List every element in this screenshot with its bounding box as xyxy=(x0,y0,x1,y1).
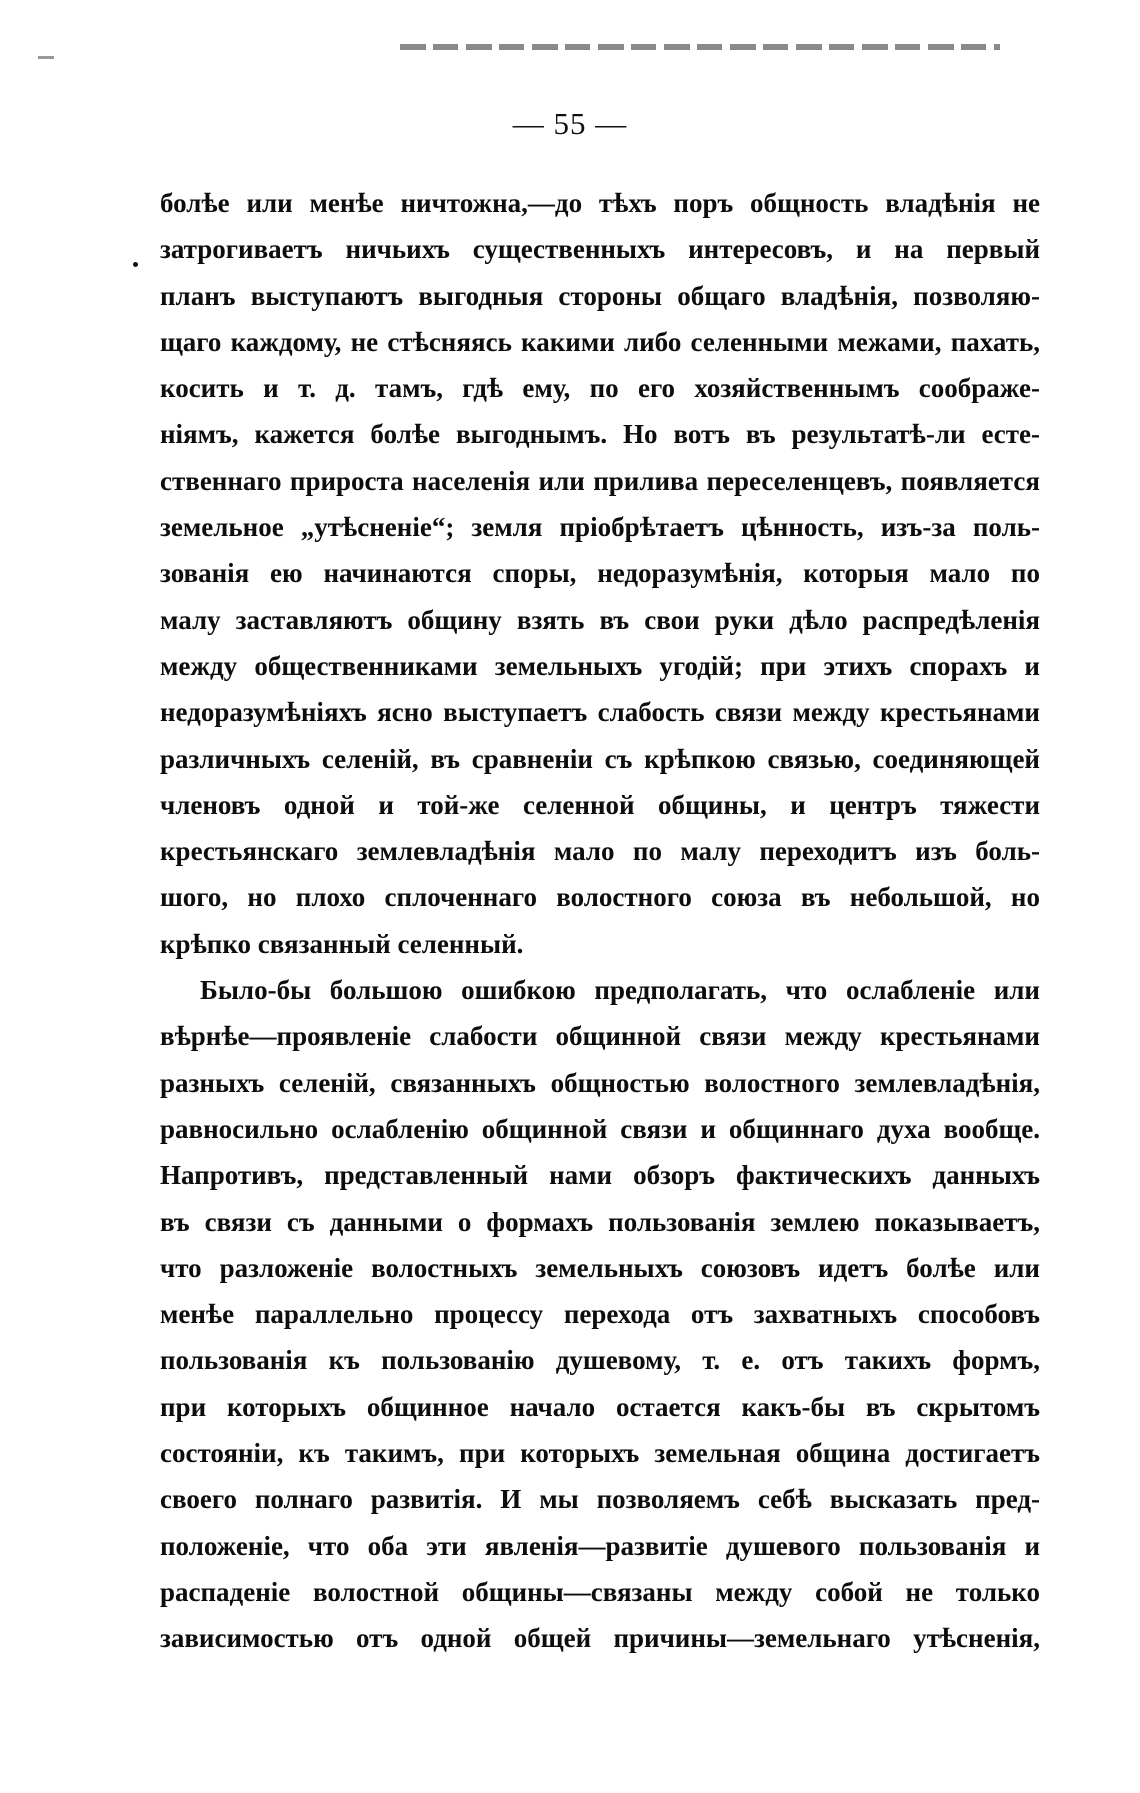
text-line: положеніе, что оба эти явленія—развитіе душевого пользованія и xyxy=(160,1530,1040,1561)
text-line: менѣе параллельно процессу перехода отъ захватныхъ способовъ xyxy=(160,1299,1040,1330)
page-number: — 55 — xyxy=(512,106,628,141)
text-line: ственнаго прироста населенія или прилива переселенцевъ, появляется xyxy=(160,465,1040,496)
text-line: между общественниками земельныхъ угодій; при этихъ спорахъ и xyxy=(160,650,1040,681)
text-line: состояніи, къ такимъ, при которыхъ земельная община достигаетъ xyxy=(160,1438,1040,1469)
body-text xyxy=(160,180,1040,1662)
text-line: ніямъ, кажется болѣе выгоднымъ. Но вотъ въ результатѣ-ли есте- xyxy=(160,419,1040,450)
text-line: зованія ею начинаются споры, недоразумѣнія, которыя мало по xyxy=(160,558,1040,589)
text-line: что разложеніе волостныхъ земельныхъ союзовъ идетъ болѣе или xyxy=(160,1252,1040,1283)
text-line: крѣпко связанный селенный. xyxy=(160,928,524,959)
scan-artifact-top xyxy=(400,44,1000,50)
scan-artifact-dash xyxy=(38,56,54,59)
text-line: въ связи съ данными о формахъ пользованія землею показываетъ, xyxy=(160,1206,1040,1237)
text-line: планъ выступаютъ выгодныя стороны общаго владѣнія, позволяю- xyxy=(160,280,1040,311)
text-line: членовъ одной и той-же селенной общины, и центръ тяжести xyxy=(160,789,1040,820)
paragraph-1 xyxy=(160,180,1040,967)
text-line: разныхъ селеній, связанныхъ общностью волостного землевладѣнія, xyxy=(160,1067,1040,1098)
text-line: зависимостью отъ одной общей причины—земельнаго утѣсненія, xyxy=(160,1623,1040,1654)
text-line: малу заставляютъ общину взять въ свои руки дѣло распредѣленія xyxy=(160,604,1040,635)
text-line: Было-бы большою ошибкою предполагать, что ослабленіе или xyxy=(200,975,1040,1006)
text-line: вѣрнѣе—проявленіе слабости общинной связи между крестьянами xyxy=(160,1021,1040,1052)
text-line: распаденіе волостной общины—связаны между собой не только xyxy=(160,1576,1040,1607)
text-line: Напротивъ, представленный нами обзоръ фактическихъ данныхъ xyxy=(160,1160,1040,1191)
text-line: недоразумѣніяхъ ясно выступаетъ слабость связи между крестьянами xyxy=(160,697,1040,728)
text-line: щаго каждому, не стѣсняясь какими либо селенными межами, пахать, xyxy=(160,326,1040,357)
text-line: косить и т. д. тамъ, гдѣ ему, по его хозяйственнымъ соображе- xyxy=(160,373,1040,404)
text-line: крестьянскаго землевладѣнія мало по малу переходитъ изъ боль- xyxy=(160,836,1040,867)
paragraph-2 xyxy=(160,967,1040,1661)
text-line: пользованія къ пользованію душевому, т. е. отъ такихъ формъ, xyxy=(160,1345,1040,1376)
text-line: различныхъ селеній, въ сравненіи съ крѣпкою связью, соединяющей xyxy=(160,743,1040,774)
text-line: затрогиваетъ ничьихъ существенныхъ интересовъ, и на первый xyxy=(160,234,1040,265)
text-line: болѣе или менѣе ничтожна,—до тѣхъ поръ общность владѣнія не xyxy=(160,188,1040,218)
text-line: при которыхъ общинное начало остается какъ-бы въ скрытомъ xyxy=(160,1391,1040,1422)
text-line: шого, но плохо сплоченнаго волостного союза въ небольшой, но xyxy=(160,882,1040,913)
text-line: земельное „утѣсненіе“; земля пріобрѣтаетъ цѣнность, изъ-за поль- xyxy=(160,512,1040,543)
text-line: своего полнаго развитія. И мы позволяемъ себѣ высказать пред- xyxy=(160,1484,1040,1515)
margin-mark xyxy=(133,262,138,267)
text-line: равносильно ослабленію общинной связи и общиннаго духа вообще. xyxy=(160,1113,1040,1144)
